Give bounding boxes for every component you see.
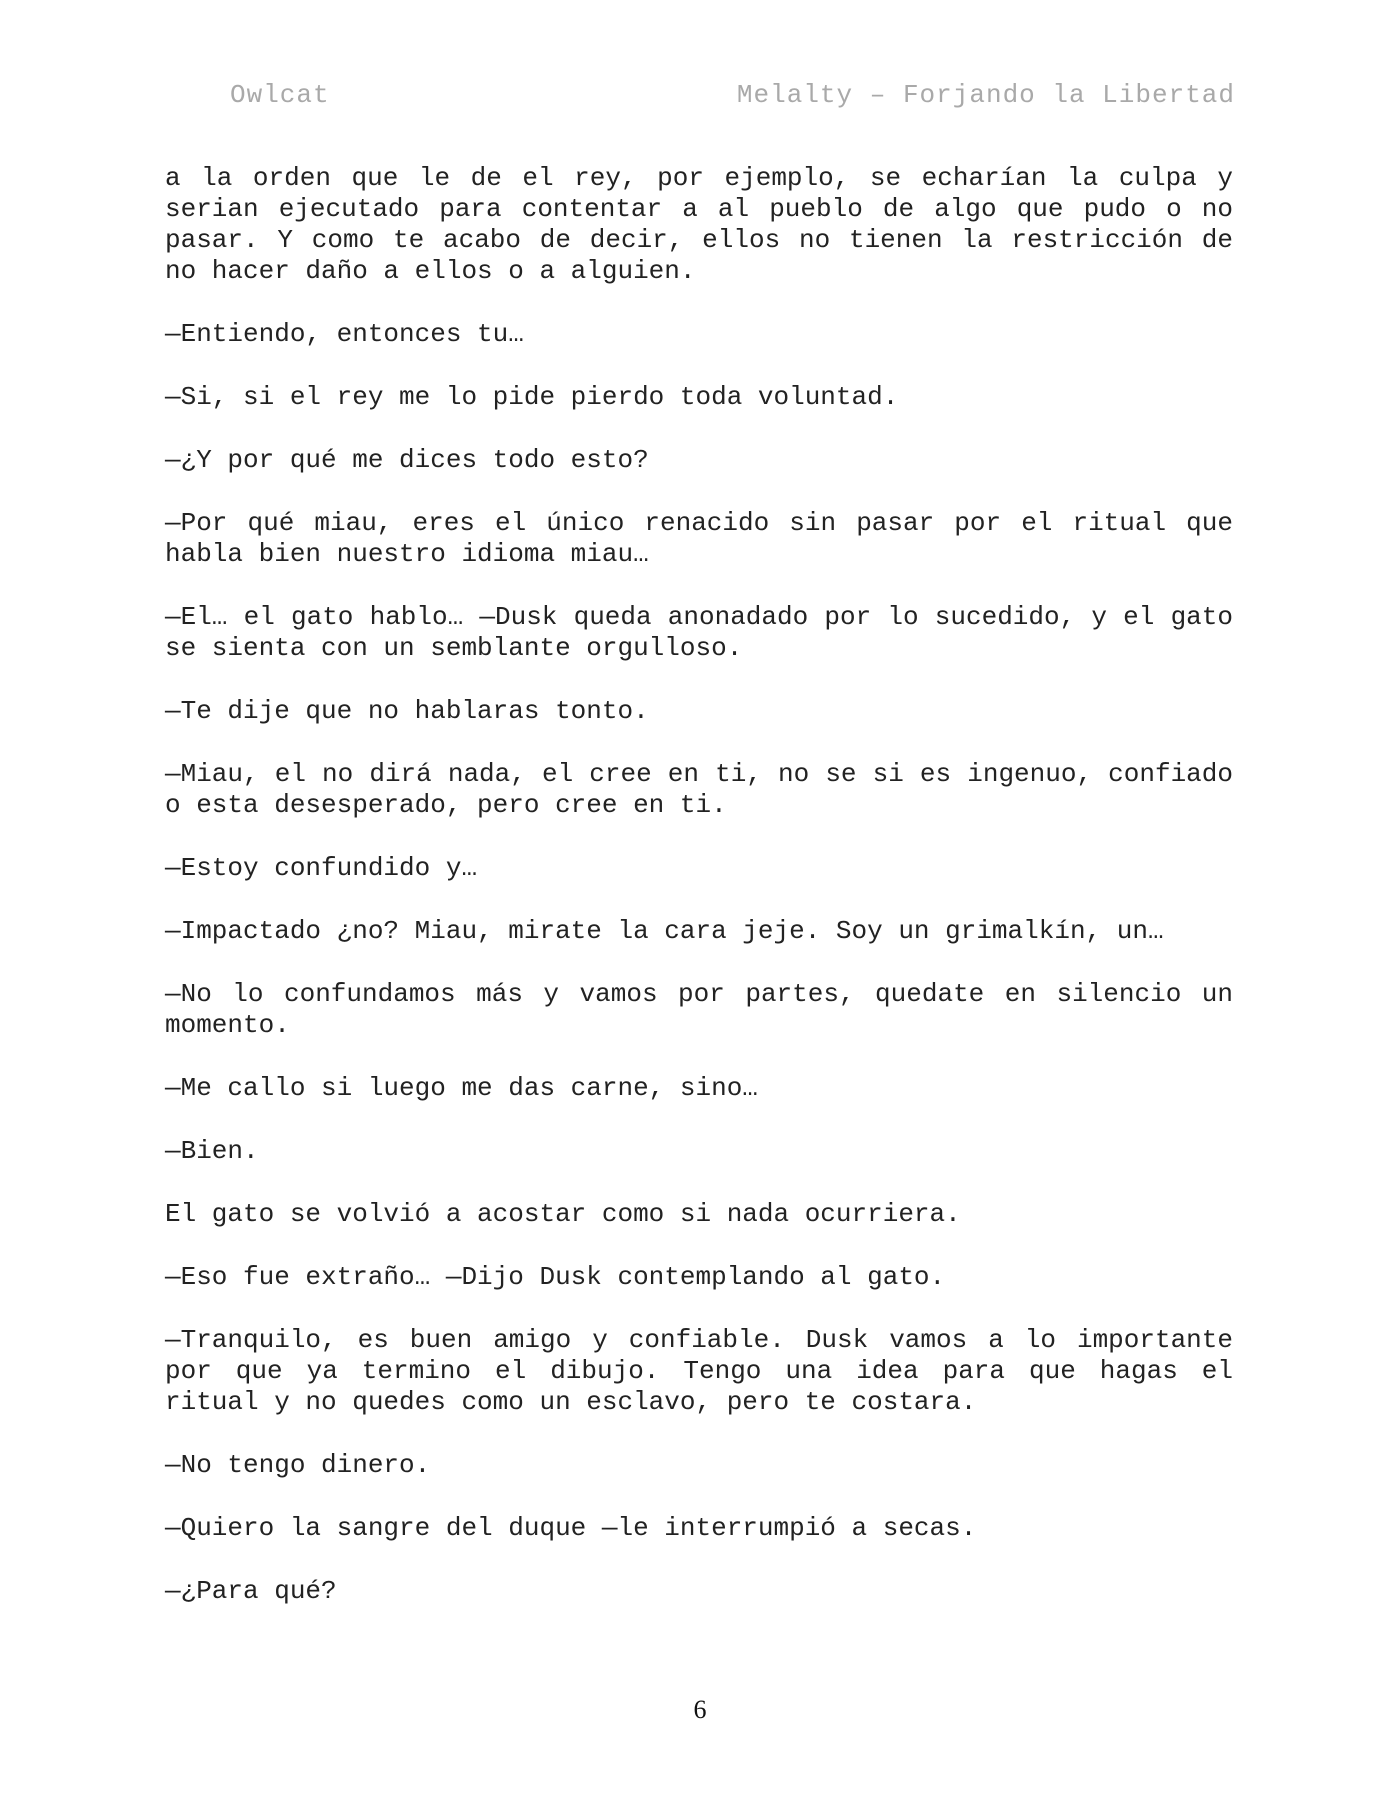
paragraph: —Bien. <box>165 1136 259 1166</box>
paragraph: El gato se volvió a acostar como si nada ocurriera. <box>165 1199 961 1229</box>
paragraph: —Quiero la sangre del duque —le interrumpió a secas. <box>165 1513 977 1543</box>
paragraph: —Te dije que no hablaras tonto. <box>165 696 649 726</box>
paragraph: —No lo confundamos más y vamos por partes, quedate en silencio un momento. <box>165 979 1233 1040</box>
paragraph: —Si, si el rey me lo pide pierdo toda voluntad. <box>165 382 899 412</box>
paragraph: —Me callo si luego me das carne, sino… <box>165 1073 758 1103</box>
paragraph: —Eso fue extraño… —Dijo Dusk contemplando al gato. <box>165 1262 946 1292</box>
paragraph: a la orden que le de el rey, por ejemplo, se echarían la culpa y serian ejecutado para contentar a al pueblo de algo que pudo o no pasar. Y como te acabo de decir, ellos no tienen la restricción de no hacer daño a ellos o a alguien. <box>165 163 1233 286</box>
paragraph: —Tranquilo, es buen amigo y confiable. Dusk vamos a lo importante por que ya termino el dibujo. Tengo una idea para que hagas el ritual y no quedes como un esclavo, pero te costara. <box>165 1325 1233 1417</box>
paragraph: —Entiendo, entonces tu… <box>165 319 524 349</box>
body-text <box>165 163 1233 1639</box>
paragraph: —Estoy confundido y… <box>165 853 478 883</box>
header-author: Owlcat <box>230 80 330 110</box>
page-number: 6 <box>693 1695 707 1724</box>
paragraph: —Impactado ¿no? Miau, mirate la cara jeje. Soy un grimalkín, un… <box>165 916 1164 946</box>
paragraph: —¿Y por qué me dices todo esto? <box>165 445 649 475</box>
page-header <box>230 80 1235 120</box>
paragraph: —El… el gato hablo… —Dusk queda anonadado por lo sucedido, y el gato se sienta con un semblante orgulloso. <box>165 602 1233 663</box>
header-title: Melalty – Forjando la Libertad <box>736 80 1235 110</box>
paragraph: —Por qué miau, eres el único renacido sin pasar por el ritual que habla bien nuestro idioma miau… <box>165 508 1233 569</box>
paragraph: —¿Para qué? <box>165 1576 337 1606</box>
paragraph: —Miau, el no dirá nada, el cree en ti, no se si es ingenuo, confiado o esta desesperado, pero cree en ti. <box>165 759 1233 820</box>
paragraph: —No tengo dinero. <box>165 1450 431 1480</box>
